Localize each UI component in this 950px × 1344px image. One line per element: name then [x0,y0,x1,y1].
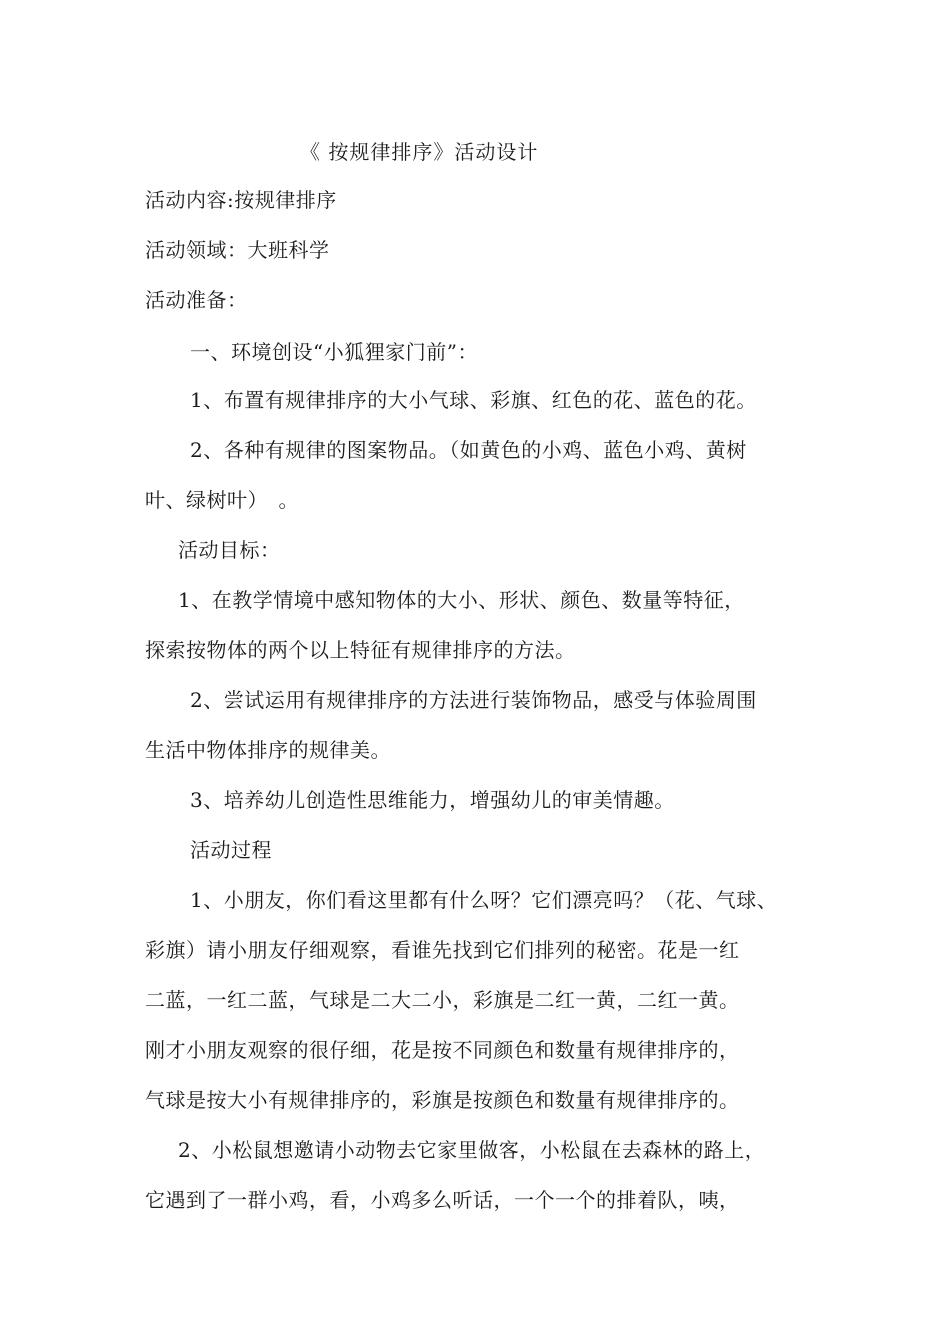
process-item-2: 2、小松鼠想邀请小动物去它家里做客，小松鼠在去森林的路上， [178,1138,766,1162]
goal-item-2-continued: 生活中物体排序的规律美。 [145,738,391,762]
process-item-1-line-2: 彩旗）请小朋友仔细观察，看谁先找到它们排列的秘密。花是一红 [145,938,740,962]
process-item-1-line-3: 二蓝，一红二蓝，气球是二大二小，彩旗是二红一黄，二红一黄。 [145,988,740,1012]
preparation-item-1: 1、布置有规律排序的大小气球、彩旗、红色的花、蓝色的花。 [190,388,757,412]
activity-content-line: 活动内容:按规律排序 [145,188,337,212]
preparation-item-2-continued: 叶、绿树叶） 。 [145,488,299,512]
process-item-1-line-4: 刚才小朋友观察的很仔细，花是按不同颜色和数量有规律排序的， [145,1038,740,1062]
process-item-1-line-5: 气球是按大小有规律排序的，彩旗是按颜色和数量有规律排序的。 [145,1088,740,1112]
goal-item-3: 3、培养幼儿创造性思维能力，增强幼儿的审美情趣。 [190,788,675,812]
goal-item-1-continued: 探索按物体的两个以上特征有规律排序的方法。 [145,638,576,662]
environment-setup-line: 一、环境创设“小狐狸家门前”： [190,340,478,364]
activity-preparation-heading: 活动准备： [145,288,248,312]
document-title: 《 按规律排序》活动设计 [300,140,539,164]
process-item-2-continued: 它遇到了一群小鸡，看，小鸡多么听话，一个一个的排着队，咦， [145,1188,740,1212]
activity-domain-line: 活动领域：大班科学 [145,238,330,262]
process-item-1: 1、小朋友，你们看这里都有什么呀？它们漂亮吗？（花、气球、 [190,888,778,912]
activity-process-heading: 活动过程 [190,838,272,862]
goal-item-2: 2、尝试运用有规律排序的方法进行装饰物品，感受与体验周围 [190,688,757,712]
activity-goals-heading: 活动目标： [178,538,281,562]
preparation-item-2: 2、各种有规律的图案物品。（如黄色的小鸡、蓝色小鸡、黄树 [190,438,747,462]
goal-item-1: 1、在教学情境中感知物体的大小、形状、颜色、数量等特征， [178,588,745,612]
